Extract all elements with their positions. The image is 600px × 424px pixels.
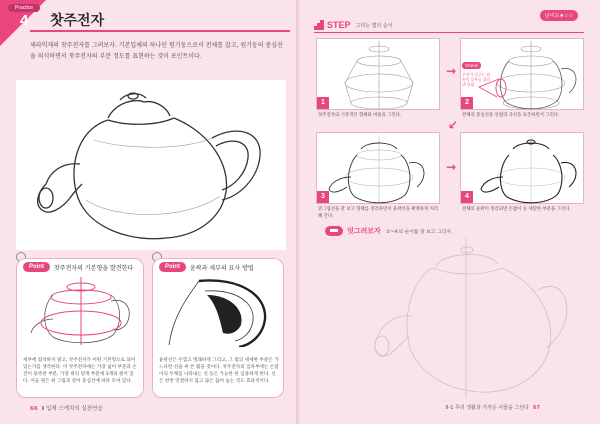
step-divider [314,32,584,33]
point-box-outline-detail [152,258,284,398]
chapter-label: Ⅱ-1 무리 생활과 가까운 사물을 그린다 [446,405,530,411]
lesson-label: Practice [8,4,40,12]
check-note [462,52,492,87]
check-text: 주전자 입구는 원통의 일부를 잘라낸 형태 [462,72,491,87]
trace-teapot-outline [370,238,570,398]
intro-text: 세라믹제의 찻주전자를 그려보자. 기본입체의 하나인 원기둥으로서 전체를 잡고, 원기둥의 중심선을 의식하면서 찻주전자의 부분 정도를 표현하는 것이 포인트이다. [30,42,283,60]
step-number: 1 [317,97,329,109]
lesson-badge [8,4,40,44]
point-header [23,262,133,272]
step-panel-1 [316,38,440,110]
trace-header [325,226,452,236]
step-caption-4: 전체의 윤곽이 정리되면 손잡이 등 세밀한 부분을 그린다. [462,207,571,212]
page-number: 67 [533,405,540,411]
step-caption-2: 전체의 중심선을 일필의 곡선을 보존하면서 그린다. [462,113,560,118]
point-tag: Point [23,262,50,272]
arrow-down-left-icon: ↙ [448,118,459,132]
page-number: 66 [30,406,38,412]
trace-subtitle: ①~④의 순서를 잘 보고 그리자. [385,229,453,235]
point-title: 찻주전자의 기본형을 발견한다 [54,264,134,272]
step-number: 4 [461,191,473,203]
title-divider [30,30,290,32]
point-text: 윤곽선은 두껍고 명쾌하게 그리고, 그 밖의 세세한 부분은 가느다란 선을 써 쓴 뭘을 것이다. 찻주전자의 입차부에는 손잡이의 두께를 나타내는 선 등은 가능한 한 심플하게 한다. 선은 한번 연결하지 않고 끊은 끊어 놓는 것도 효과적이다. [159,358,279,384]
pencil-icon [325,226,343,236]
step-number: 3 [317,191,329,203]
step-panel-4 [460,132,584,204]
point-title: 윤곽과 세부의 묘사 방법 [190,264,254,272]
point-text: 세부에 집착하지 말고, 찻주전자가 어떤 기본형으로 되어 있는가를 생각한다. 이 찻주전자에는 가장 넓어 부분과 손견이 풍족한 부분, 가장 위의 덮개 부분에 3개의 원이 있다. 이들 원은 위 그림과 같이 중심선에 따라 모여 있다. [23,358,137,384]
left-footer [30,404,103,412]
arrow-right-icon: → [446,64,457,78]
lesson-number: 4 [19,12,29,29]
teapot-drawing [16,80,286,250]
step-header [314,20,393,30]
page-title: 찻주전자 [50,13,105,29]
right-footer [446,404,540,411]
point-header [159,262,254,272]
step-caption-3: 밑그림선을 잘 보고 형태를 정리하면서 윤곽선을 확정하게 처리해 간다. [318,207,439,219]
step-4-sketch [461,133,585,205]
teapot-illustration [16,80,286,250]
check-tag: Check [462,62,481,69]
point-box-basic-shape [16,258,144,398]
trace-title: 덧그려보자 [347,227,381,235]
arrow-right-icon: → [446,160,457,174]
step-3-sketch [317,133,441,205]
basic-shape-diagram [23,275,139,347]
step-panel-3 [316,132,440,204]
step-word: STEP [327,20,351,30]
point-tag: Point [159,262,186,272]
difficulty-badge: 난이도★☆☆ [540,10,578,21]
stairs-icon [314,20,324,30]
handle-detail-diagram [159,275,279,347]
chapter-label: Ⅱ 입체 스케치의 실천연습 [41,406,103,412]
step-caption-1: 찻주전자의 기본적인 형태와 비율을 그린다. [318,113,402,118]
step-number: 2 [461,97,473,109]
step-subtitle: 그리는 법의 순서 [355,22,393,29]
step-1-sketch [317,39,441,111]
